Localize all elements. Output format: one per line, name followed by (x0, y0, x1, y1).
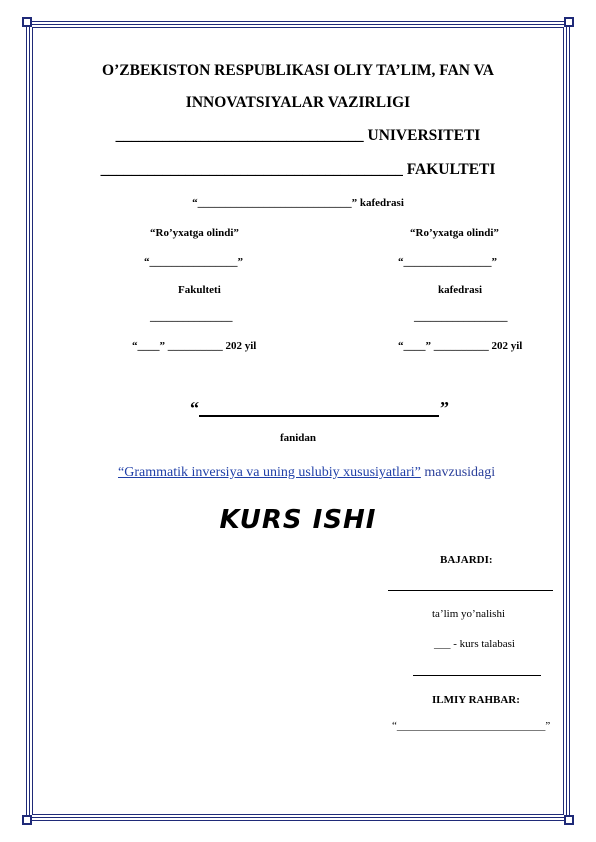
corner-ornament (22, 815, 32, 825)
right-unit-label: kafedrasi (438, 284, 482, 296)
ministry-line-1: O’ZBEKISTON RESPUBLIKASI OLIY TA’LIM, FAN VA (102, 62, 494, 79)
right-date-line: “____” __________ 202 yil (398, 340, 523, 352)
right-signature-line: _________________ (414, 311, 508, 323)
department-line: “____________________________” kafedrasi (192, 197, 404, 209)
corner-ornament (564, 17, 574, 27)
right-registered-label: “Ro’yxatga olindi” (410, 227, 499, 239)
performer-label: BAJARDI: (440, 554, 493, 566)
topic-line (118, 465, 495, 481)
subject-open-quote: “ (190, 398, 199, 418)
left-unit-label: Fakulteti (178, 284, 221, 296)
university-line: ________________________________ UNIVERSITETI (115, 127, 481, 144)
left-signature-line: _______________ (150, 311, 233, 323)
right-registration-blank: “________________” (398, 256, 497, 268)
performer-name-line (388, 590, 553, 591)
ministry-line-2: INNOVATSIYALAR VAZIRLIGI (185, 94, 411, 111)
left-date-line: “____” __________ 202 yil (132, 340, 257, 352)
subject-label: fanidan (279, 432, 317, 444)
topic-title: “Grammatik inversiya va uning uslubiy xususiyatlari” (118, 465, 421, 480)
subject-blank-line (199, 415, 439, 417)
subject-close-quote: ” (440, 398, 449, 418)
supervisor-blank: “___________________________” (392, 720, 551, 732)
corner-ornament (22, 17, 32, 27)
group-line (413, 675, 541, 676)
course-label: ___ - kurs talabasi (434, 638, 515, 650)
topic-suffix: mavzusidagi (420, 465, 496, 480)
left-registration-blank: “________________” (144, 256, 243, 268)
left-registered-label: “Ro’yxatga olindi” (150, 227, 239, 239)
direction-label: ta’lim yo’nalishi (432, 608, 506, 620)
corner-ornament (564, 815, 574, 825)
supervisor-label: ILMIY RAHBAR: (432, 694, 520, 706)
work-type-title: KURS ISHI (219, 505, 377, 535)
faculty-line: _______________________________________ FAKULTETI (100, 161, 496, 178)
